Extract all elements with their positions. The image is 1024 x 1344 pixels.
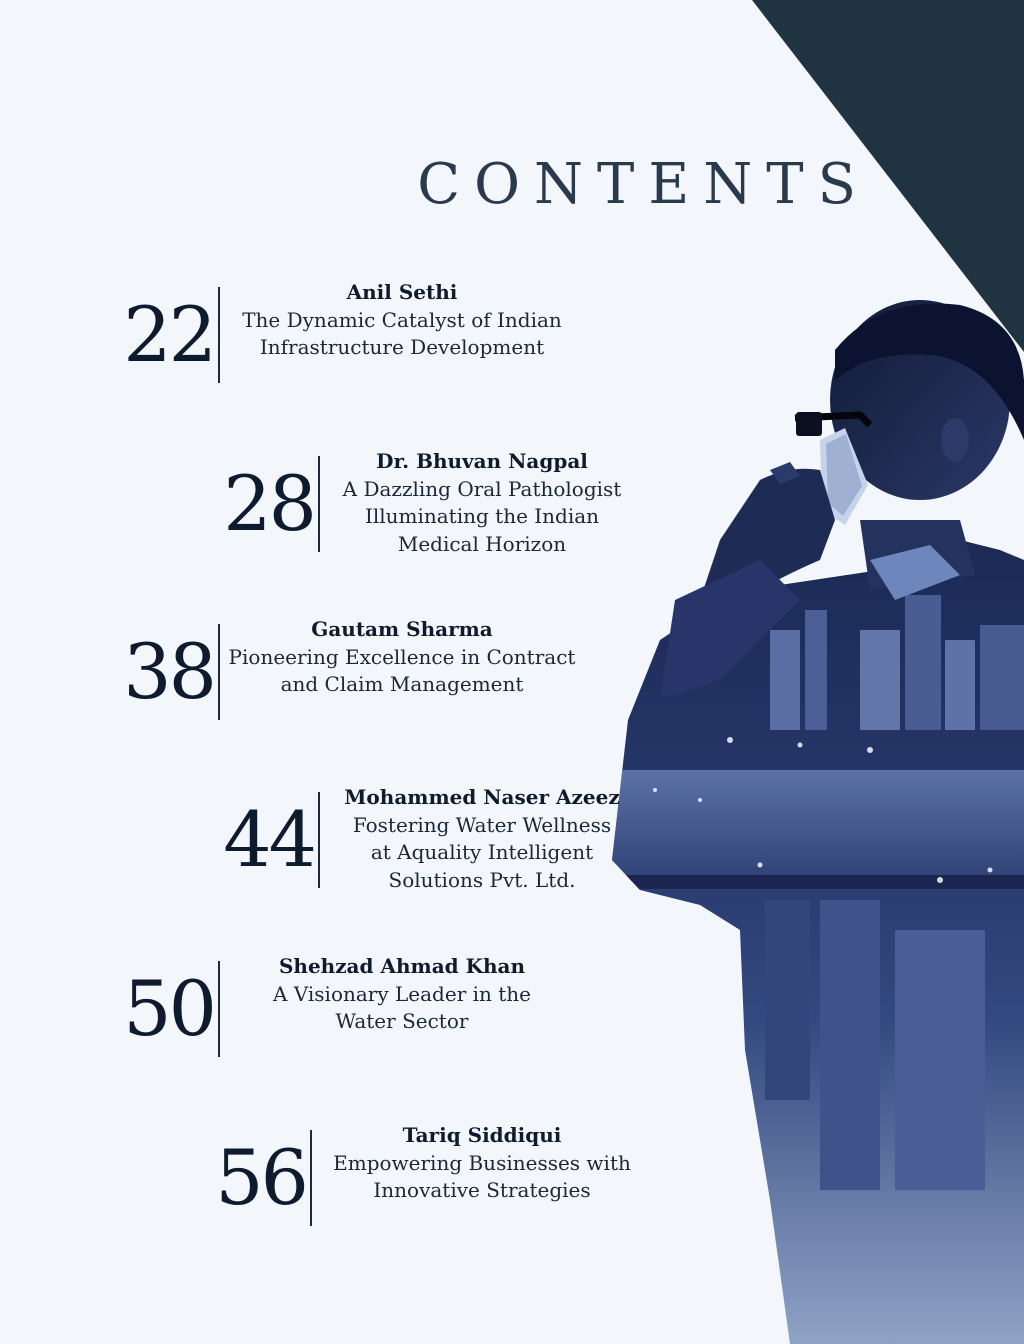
toc-entry[interactable] (200, 449, 640, 556)
toc-entry[interactable] (200, 1123, 640, 1226)
entry-divider (218, 961, 220, 1057)
entry-text (238, 279, 566, 362)
toc-entry[interactable] (100, 954, 560, 1057)
entry-description: Empowering Businesses with Innovative Strategies (333, 1150, 631, 1202)
entry-divider (310, 1130, 312, 1226)
entry-page-number: 56 (215, 1133, 306, 1222)
entry-description: A Dazzling Oral Pathologist Illuminating the Indian Medical Horizon (342, 476, 622, 556)
entry-page-number: 44 (223, 795, 314, 884)
entry-description: Fostering Water Wellness at Aquality Intelligent Solutions Pvt. Ltd. (352, 812, 612, 892)
entry-name: Mohammed Naser Azeez (344, 785, 620, 809)
entry-divider (218, 287, 220, 383)
entry-divider (218, 624, 220, 720)
contents-title: CONTENTS (417, 152, 870, 217)
toc-entry[interactable] (100, 617, 590, 720)
toc-entry[interactable] (110, 280, 570, 383)
entry-page-number: 22 (123, 290, 214, 379)
entry-description: A Visionary Leader in the Water Sector (273, 981, 531, 1033)
entry-name: Tariq Siddiqui (402, 1123, 562, 1147)
entry-text (258, 953, 546, 1036)
entry-name: Anil Sethi (346, 280, 458, 304)
entry-description: Pioneering Excellence in Contract and Claim Management (228, 644, 576, 696)
businessman-silhouette-image (600, 290, 1024, 1344)
entry-page-number: 28 (223, 459, 314, 548)
entry-description: The Dynamic Catalyst of Indian Infrastructure Development (242, 307, 562, 359)
entry-divider (318, 456, 320, 552)
entry-divider (318, 792, 320, 888)
entry-name: Shehzad Ahmad Khan (278, 954, 526, 978)
entry-text (332, 448, 632, 558)
entry-text (228, 616, 576, 699)
entry-text (338, 784, 626, 894)
entry-name: Gautam Sharma (311, 617, 493, 641)
entry-page-number: 50 (123, 964, 214, 1053)
entry-name: Dr. Bhuvan Nagpal (376, 449, 588, 473)
entry-page-number: 38 (123, 627, 214, 716)
toc-entry[interactable] (200, 785, 640, 892)
entry-text (330, 1122, 634, 1205)
